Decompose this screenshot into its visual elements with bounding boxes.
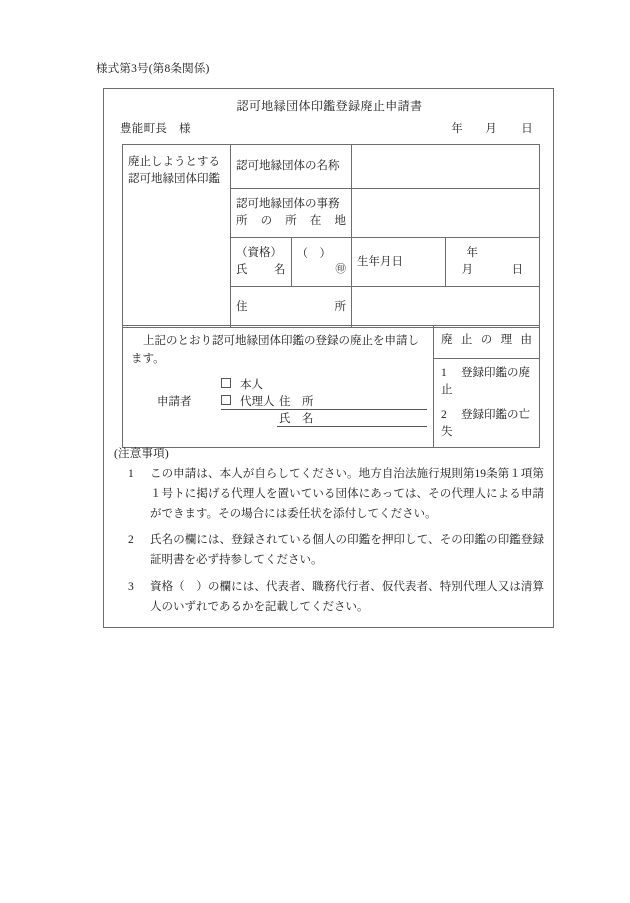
notes-section bbox=[114, 445, 544, 624]
date-month-label: 月 bbox=[485, 123, 497, 135]
table-row bbox=[123, 326, 540, 359]
seal-info-table-wrapper bbox=[122, 144, 540, 328]
date-year-label: 年 bbox=[451, 123, 463, 135]
note-item bbox=[114, 578, 544, 618]
list-item[interactable] bbox=[441, 365, 532, 400]
form-number: 様式第3号(第8条関係) bbox=[96, 63, 210, 75]
option-self-label: 本人 bbox=[240, 379, 263, 391]
agent-address-input[interactable] bbox=[221, 393, 427, 410]
agent-name-label: 氏 名 bbox=[279, 413, 314, 425]
list-item[interactable] bbox=[441, 407, 532, 442]
seal-info-table bbox=[122, 144, 540, 328]
qualification-name-label: （資格） 氏 名 bbox=[231, 238, 292, 287]
declaration-cell bbox=[123, 326, 434, 448]
birth-year-label: 年 bbox=[466, 247, 479, 260]
table-row bbox=[123, 145, 540, 189]
note-text: 氏名の欄には、登録されている個人の印鑑を押印して、その印鑑の印鑑登録証明書を必ず持参してください。 bbox=[150, 534, 544, 567]
option-agent-label: 代理人 bbox=[240, 396, 275, 408]
residence-value[interactable] bbox=[352, 287, 540, 328]
notes-header: (注意事項) bbox=[114, 448, 169, 460]
reason-header: 廃止の理由 bbox=[434, 326, 540, 359]
residence-label: 住 所 bbox=[231, 287, 352, 328]
birthdate-value[interactable] bbox=[446, 238, 540, 287]
note-number: 3 bbox=[128, 580, 134, 593]
birth-day-label: 日 bbox=[511, 264, 524, 276]
birthdate-label: 生年月日 bbox=[352, 238, 446, 287]
group-name-label: 認可地縁団体の名称 bbox=[231, 145, 352, 189]
group-name-value[interactable] bbox=[352, 145, 540, 189]
qualification-input-cell[interactable] bbox=[291, 238, 352, 287]
application-form-frame bbox=[103, 88, 554, 628]
page-title: 認可地縁団体印鑑登録廃止申請書 bbox=[236, 99, 423, 113]
submission-date-line bbox=[451, 120, 533, 136]
addressee: 豊能町長 様 bbox=[120, 123, 191, 135]
group-office-address-value[interactable] bbox=[352, 189, 540, 238]
note-number: 2 bbox=[128, 534, 134, 547]
seal-stamp-icon: ㊞ bbox=[335, 263, 346, 275]
qualification-parenthesis: （ ） bbox=[296, 248, 331, 260]
note-number: 1 bbox=[128, 468, 134, 480]
reason-list[interactable] bbox=[434, 359, 540, 448]
note-item bbox=[114, 465, 544, 524]
group-office-address-label: 認可地縁団体の事務 所の所在地 bbox=[231, 189, 352, 238]
note-text: この申請は、本人が自らしてください。地方自治法施行規則第19条第１項第１号トに掲げる代理人を置いている団体にあっては、その代理人による申請ができます。その場合には委任状を添付してください。 bbox=[150, 468, 544, 520]
note-text: 資格（ ）の欄には、代表者、職務代行者、仮代表者、特別代理人又は清算人のいずれであるかを記載してください。 bbox=[150, 580, 544, 613]
declaration-table bbox=[122, 325, 540, 448]
declaration-text: 上記のとおり認可地縁団体印鑑の登録の廃止を申請します。 bbox=[131, 335, 419, 365]
reason-number: 2 bbox=[441, 408, 447, 421]
reason-text: 登録印鑑の廃止 bbox=[441, 367, 530, 397]
birth-month-label: 月 bbox=[461, 264, 474, 276]
declaration-wrapper bbox=[122, 325, 540, 448]
checkbox-icon[interactable] bbox=[221, 378, 231, 388]
seal-to-abolish-label: 廃止しようとする認可地縁団体印鑑 bbox=[123, 145, 231, 328]
note-item bbox=[114, 531, 544, 571]
checkbox-option-self[interactable] bbox=[221, 376, 263, 392]
date-day-label: 日 bbox=[521, 123, 533, 135]
agent-address-label: 住 所 bbox=[279, 396, 314, 408]
reason-text: 登録印鑑の亡失 bbox=[441, 408, 530, 438]
applicant-label: 申請者 bbox=[157, 396, 192, 408]
reason-number: 1 bbox=[441, 367, 447, 379]
